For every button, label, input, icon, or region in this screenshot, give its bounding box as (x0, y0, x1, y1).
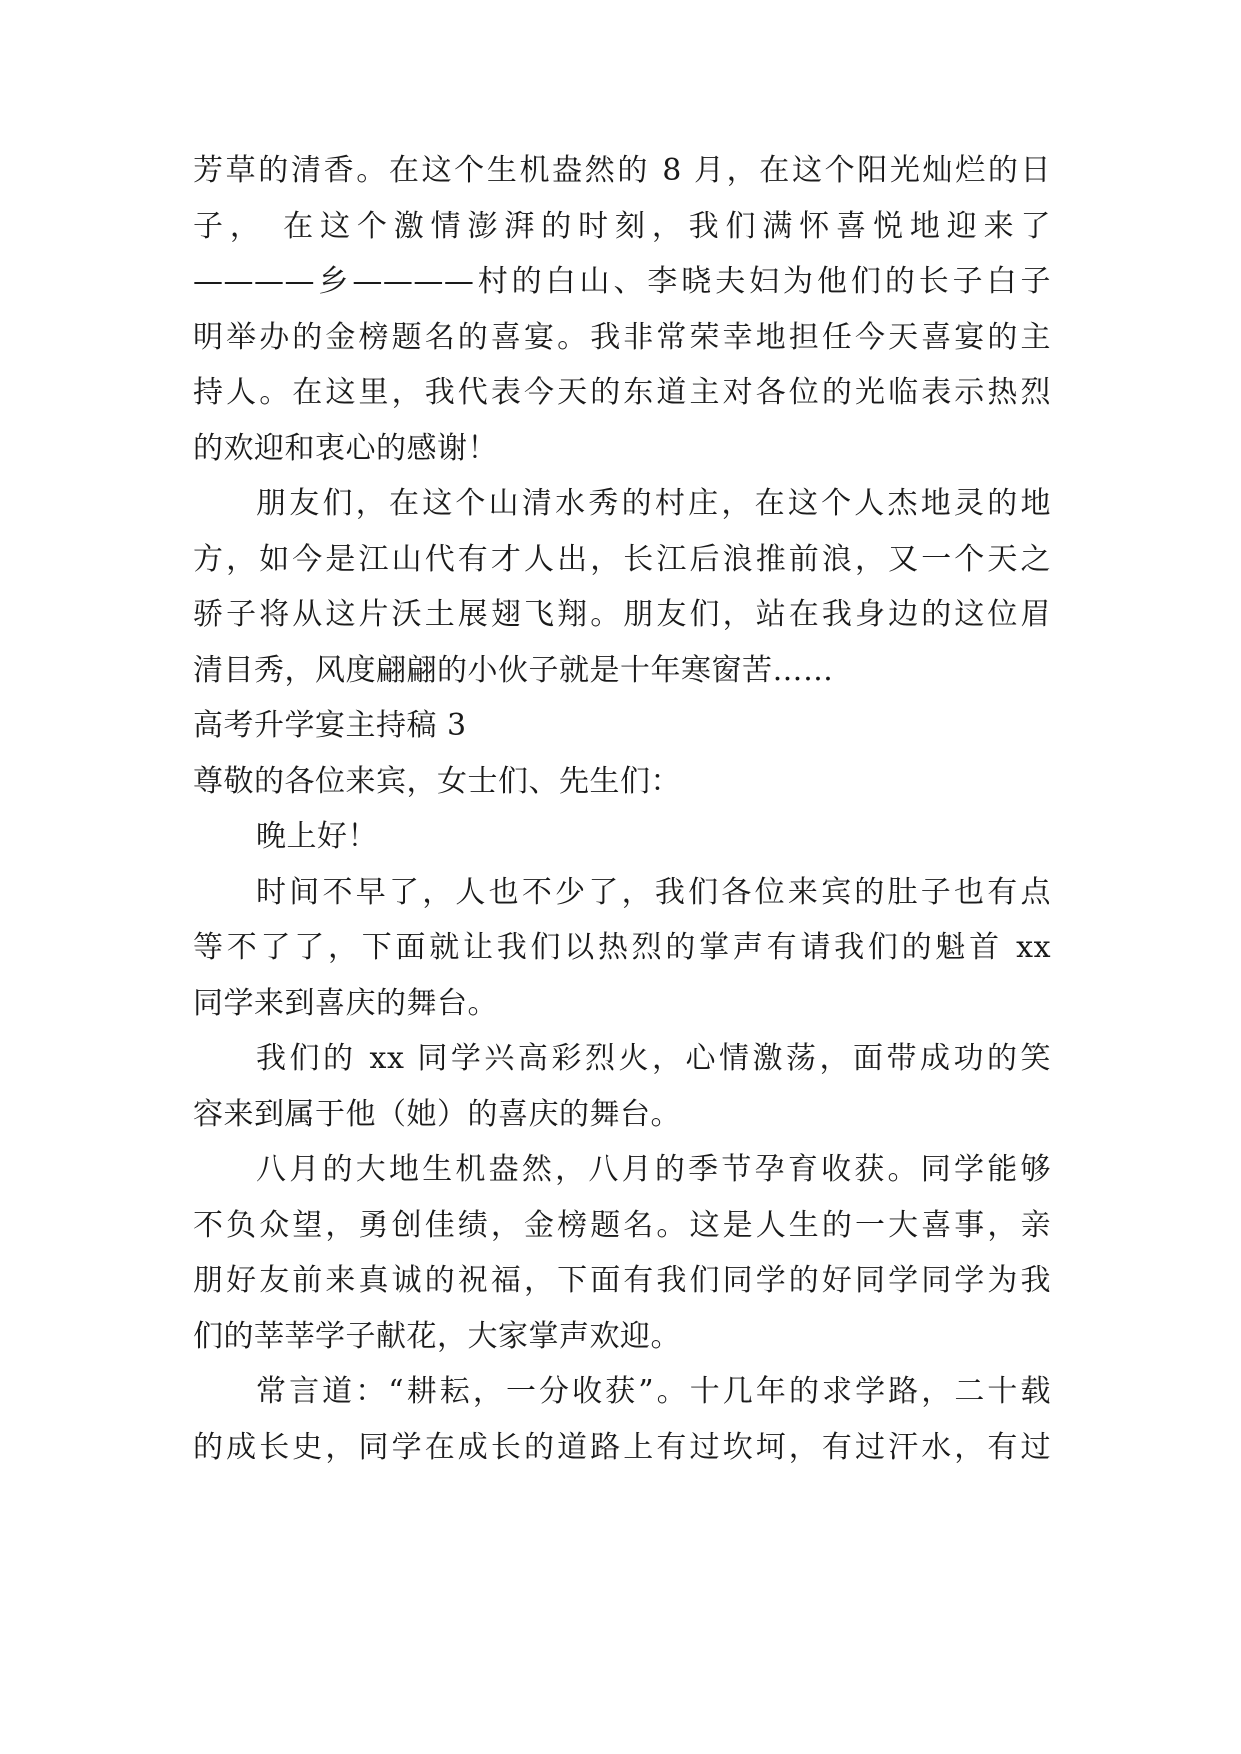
text-line: 方，如今是江山代有才人出，长江后浪推前浪，又一个天之 (193, 541, 1051, 577)
text-line: 们的莘莘学子献花，大家掌声欢迎。 (193, 1318, 681, 1354)
text-line: 的成长史，同学在成长的道路上有过坎坷，有过汗水，有过 (193, 1429, 1051, 1465)
text-line: 清目秀，风度翩翩的小伙子就是十年寒窗苦…… (193, 652, 834, 688)
text-line: 朋好友前来真诚的祝福，下面有我们同学的好同学同学为我 (193, 1263, 1051, 1298)
text-line: 我们的 xx 同学兴高彩烈火，心情激荡，面带成功的笑 (256, 1041, 1051, 1076)
text-line: 骄子将从这片沃土展翅飞翔。朋友们，站在我身边的这位眉 (193, 597, 1051, 632)
text-line: 同学来到喜庆的舞台。 (193, 985, 498, 1021)
text-line: 持人。在这里，我代表今天的东道主对各位的光临表示热烈 (193, 375, 1051, 410)
text-line: 明举办的金榜题名的喜宴。我非常荣幸地担任今天喜宴的主 (193, 319, 1051, 355)
text-line: 等不了了，下面就让我们以热烈的掌声有请我们的魁首 xx (193, 930, 1051, 965)
text-line: 的欢迎和衷心的感谢！ (193, 430, 498, 466)
text-line: 时间不早了，人也不少了，我们各位来宾的肚子也有点 (256, 874, 1051, 910)
text-line: 常言道：“耕耘，一分收获”。十几年的求学路，二十载 (256, 1374, 1051, 1409)
text-line: 子， 在这个激情澎湃的时刻，我们满怀喜悦地迎来了 (193, 208, 1051, 244)
text-line: 不负众望，勇创佳绩，金榜题名。这是人生的一大喜事，亲 (193, 1207, 1051, 1243)
salutation: 尊敬的各位来宾，女士们、先生们： (193, 763, 681, 799)
text-line: 晚上好！ (256, 819, 378, 854)
text-line: 芳草的清香。在这个生机盎然的 8 月，在这个阳光灿烂的日 (193, 153, 1051, 188)
document-body (193, 143, 1051, 1475)
text-line: 朋友们，在这个山清水秀的村庄，在这个人杰地灵的地 (256, 486, 1051, 521)
text-line: 八月的大地生机盎然，八月的季节孕育收获。同学能够 (256, 1152, 1051, 1187)
text-line: ————乡————村的白山、李晓夫妇为他们的长子白子 (193, 264, 1051, 299)
section-heading: 高考升学宴主持稿 3 (193, 708, 467, 743)
text-line: 容来到属于他（她）的喜庆的舞台。 (193, 1096, 681, 1132)
